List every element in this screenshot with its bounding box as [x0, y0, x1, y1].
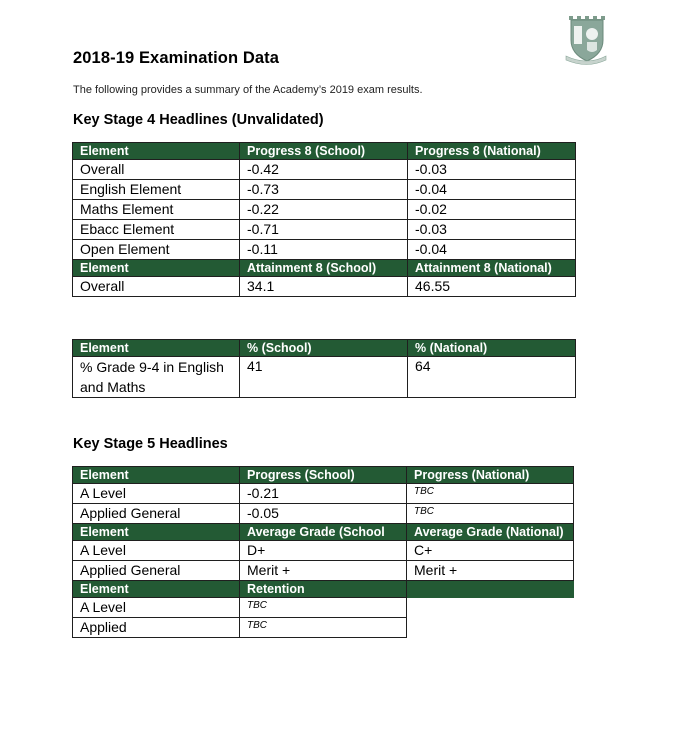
table-row	[73, 357, 576, 398]
table-cell: % Grade 9-4 in English and Maths	[73, 357, 240, 398]
table-cell: Overall	[73, 277, 240, 297]
header-cell: % (School)	[240, 340, 408, 357]
table-cell: TBC	[240, 598, 407, 618]
header-cell: Element	[73, 467, 240, 484]
header-cell: Element	[73, 340, 240, 357]
table-row	[73, 561, 574, 581]
table-cell: -0.04	[408, 240, 576, 260]
table-row	[73, 618, 574, 638]
table-cell: -0.02	[408, 200, 576, 220]
table-row	[73, 200, 576, 220]
header-cell: Element	[73, 143, 240, 160]
header-cell: Attainment 8 (School)	[240, 260, 408, 277]
header-cell: Retention	[240, 581, 407, 598]
table-cell: TBC	[407, 504, 574, 524]
intro-text: The following provides a summary of the Academy’s 2019 exam results.	[73, 84, 423, 96]
ks4-progress-table	[72, 142, 576, 297]
table-row	[73, 541, 574, 561]
header-cell: Progress 8 (School)	[240, 143, 408, 160]
table-cell: -0.42	[240, 160, 408, 180]
table-row	[73, 240, 576, 260]
table-header-row	[73, 467, 574, 484]
ks4-grade-table	[72, 339, 576, 398]
table-cell: 34.1	[240, 277, 408, 297]
table-row	[73, 598, 574, 618]
table-cell: -0.22	[240, 200, 408, 220]
table-header-row	[73, 260, 576, 277]
page-title: 2018-19 Examination Data	[73, 49, 279, 67]
table-cell: -0.03	[408, 160, 576, 180]
table-cell: Applied General	[73, 561, 240, 581]
header-cell: % (National)	[408, 340, 576, 357]
header-cell: Average Grade (School	[240, 524, 407, 541]
header-cell: Attainment 8 (National)	[408, 260, 576, 277]
table-row	[73, 504, 574, 524]
empty-cell	[407, 598, 574, 618]
table-row	[73, 220, 576, 240]
table-cell: -0.71	[240, 220, 408, 240]
table-row	[73, 484, 574, 504]
table-row	[73, 277, 576, 297]
table-cell: -0.05	[240, 504, 407, 524]
table-cell: 64	[408, 357, 576, 398]
table-cell: TBC	[407, 484, 574, 504]
table-cell: TBC	[240, 618, 407, 638]
table-header-row	[73, 581, 574, 598]
table-cell: Ebacc Element	[73, 220, 240, 240]
table-cell: Open Element	[73, 240, 240, 260]
table-header-row	[73, 524, 574, 541]
table-cell: English Element	[73, 180, 240, 200]
header-cell: Element	[73, 260, 240, 277]
ks4-heading: Key Stage 4 Headlines (Unvalidated)	[73, 112, 324, 128]
empty-cell	[407, 618, 574, 638]
ks5-heading: Key Stage 5 Headlines	[73, 436, 228, 452]
table-cell: Maths Element	[73, 200, 240, 220]
ks5-table	[72, 466, 574, 638]
table-cell: 46.55	[408, 277, 576, 297]
table-row	[73, 180, 576, 200]
table-cell: Overall	[73, 160, 240, 180]
table-row	[73, 160, 576, 180]
table-cell: -0.73	[240, 180, 408, 200]
header-cell: Progress 8 (National)	[408, 143, 576, 160]
table-cell: -0.03	[408, 220, 576, 240]
table-cell: -0.04	[408, 180, 576, 200]
header-cell: Progress (National)	[407, 467, 574, 484]
table-cell: A Level	[73, 484, 240, 504]
table-cell: 41	[240, 357, 408, 398]
table-cell: -0.11	[240, 240, 408, 260]
empty-cell	[407, 581, 574, 598]
table-cell: Merit +	[407, 561, 574, 581]
table-header-row	[73, 143, 576, 160]
table-cell: D+	[240, 541, 407, 561]
table-cell: A Level	[73, 541, 240, 561]
table-cell: C+	[407, 541, 574, 561]
table-cell: Applied General	[73, 504, 240, 524]
table-cell: A Level	[73, 598, 240, 618]
header-cell: Element	[73, 581, 240, 598]
table-header-row	[73, 340, 576, 357]
table-cell: -0.21	[240, 484, 407, 504]
header-cell: Element	[73, 524, 240, 541]
header-cell: Progress (School)	[240, 467, 407, 484]
academy-crest-logo	[563, 12, 609, 66]
table-cell: Merit +	[240, 561, 407, 581]
header-cell: Average Grade (National)	[407, 524, 574, 541]
table-cell: Applied	[73, 618, 240, 638]
